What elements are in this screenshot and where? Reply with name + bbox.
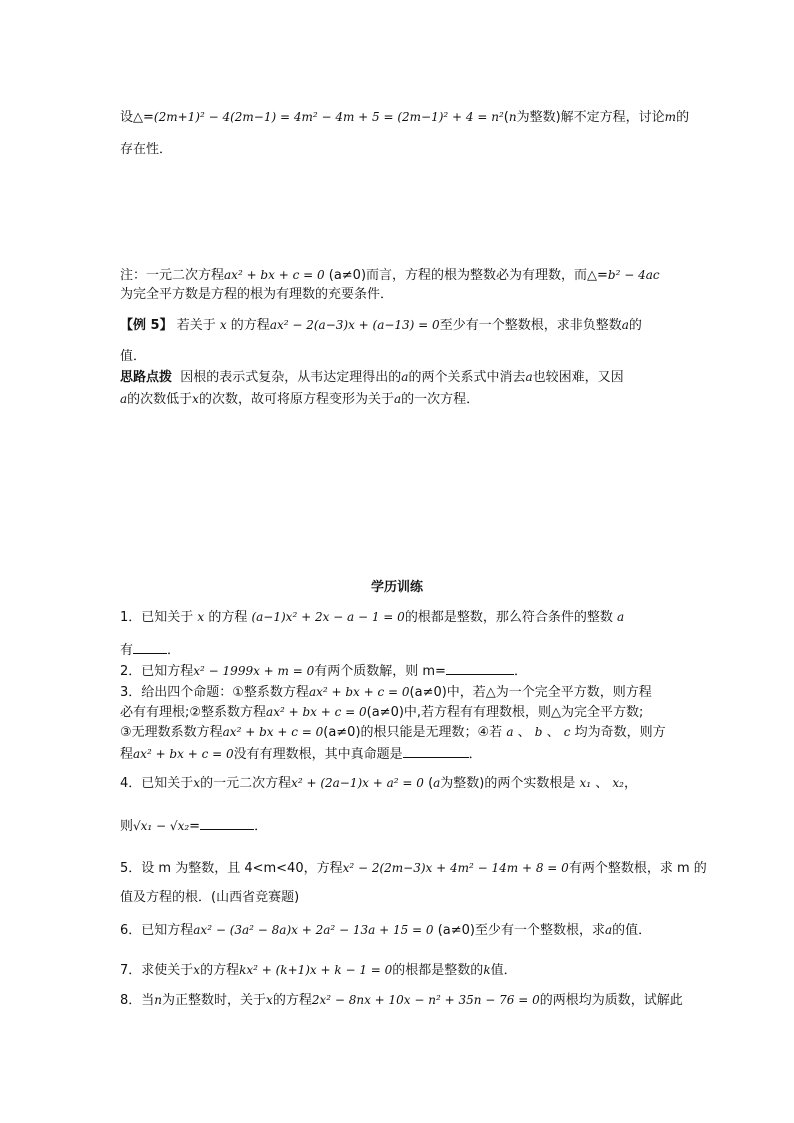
answer-blank[interactable]: [133, 639, 167, 654]
var: a: [621, 318, 629, 332]
var: x: [192, 392, 199, 406]
question-3-line-4: [120, 743, 680, 765]
math-expr: (2m+1)² − 4(2m−1) = 4m² − 4m + 5 = (2m−1)² + 4 = n²: [153, 110, 504, 124]
text: 均为奇数，则方: [574, 725, 666, 740]
math-expr: x² − 1999x + m = 0: [193, 664, 315, 678]
question-4-line-1: [120, 773, 680, 794]
question-5-line-1: [120, 858, 707, 879]
text: 的方程: [272, 993, 312, 1008]
text: 则: [120, 819, 134, 834]
text: 的方程: [230, 318, 270, 333]
note-line-2: [120, 285, 680, 305]
var: c: [563, 725, 571, 739]
text: 、: [595, 776, 609, 791]
text: 值．: [120, 349, 147, 364]
var: a: [401, 370, 409, 384]
text: 的两个关系式中消去: [408, 370, 526, 385]
hint-label: 思路点拨: [120, 370, 173, 385]
var: b: [534, 725, 543, 739]
text: 注：一元二次方程: [120, 268, 225, 283]
question-3-line-1: [120, 682, 680, 703]
var: a: [604, 923, 613, 937]
math-expr: ax² + bx + c = 0: [266, 705, 367, 719]
text: 必有有理根;②整系数方程: [120, 705, 267, 720]
var: m: [664, 110, 677, 124]
text: (: [428, 776, 434, 791]
text: 、: [546, 725, 560, 740]
question-3-line-3: [120, 722, 680, 743]
var: n: [154, 993, 163, 1007]
text: ．: [468, 747, 482, 762]
math-expr: 2x² − 8nx + 10x − n² + 35n − 76 = 0: [311, 993, 540, 1007]
text: 的根都是整数的: [392, 963, 484, 978]
text: 的值．: [612, 923, 652, 938]
var: x: [219, 318, 227, 332]
text: (a≠0)而言，方程的根为整数必为有理数，而△=: [328, 268, 608, 283]
text: ，: [623, 776, 637, 791]
text: ③无理数系数方程: [120, 725, 223, 740]
text: 的一元二次方程: [200, 776, 292, 791]
text: 因根的表示式复杂，从韦达定理得出的: [180, 370, 402, 385]
var: x: [193, 776, 201, 790]
text: 也较困难，又因: [532, 370, 624, 385]
discriminant-line: [120, 107, 690, 128]
math-expr: kx² + (k+1)x + k − 1 = 0: [239, 963, 393, 977]
var: x: [197, 610, 205, 624]
text: 1．已知关于: [120, 610, 194, 625]
var: x₂: [612, 776, 624, 790]
question-1-line-2: [120, 639, 680, 661]
text: 设△=: [120, 110, 154, 125]
question-3-line-2: [120, 702, 680, 723]
var: x₁: [579, 776, 592, 790]
answer-blank[interactable]: [403, 743, 469, 758]
text: 程: [120, 747, 134, 762]
text: =: [189, 819, 201, 834]
question-8: [120, 990, 683, 1011]
var: x: [266, 993, 273, 1007]
text: 值及方程的根．(山西省竞赛题): [120, 890, 300, 905]
question-6: [120, 920, 680, 941]
math-expr: b² − 4ac: [607, 268, 660, 282]
example-label: 【例 5】: [120, 318, 173, 333]
math-expr: x² + (2a−1)x + a² = 0: [291, 776, 424, 790]
math-expr: √x₁ − √x₂: [133, 819, 190, 833]
var: a: [616, 610, 625, 624]
text: 的: [628, 318, 642, 333]
text: 至少有一个整数根，求非负整数: [439, 318, 622, 333]
question-1-line-1: 1．已知关于 x 的方程 (a−1)x² + 2x − a − 1 = 0的根都是整数，那么符合条件的整数 a: [120, 610, 625, 625]
text: 值．: [490, 963, 517, 978]
var: a: [525, 370, 533, 384]
question-7: [120, 960, 680, 981]
text: 有: [120, 643, 134, 658]
text: 、: [517, 725, 531, 740]
text: 为完全平方数是方程的根为有理数的充要条件．: [120, 287, 394, 302]
var: a: [393, 392, 402, 406]
text: 的次数，故可将原方程变形为关于: [198, 392, 394, 407]
text: 6．已知方程: [120, 923, 194, 938]
answer-blank[interactable]: [200, 815, 254, 830]
text: 没有有理数根，其中真命题是: [233, 747, 403, 762]
math-expr: ax² + bx + c = 0: [308, 685, 410, 699]
text: 存在性．: [120, 142, 173, 157]
text: 有两个质数解，则 m=: [314, 664, 446, 679]
var: x: [193, 963, 201, 977]
hint-line-1: [120, 367, 680, 388]
text: 的方程: [200, 963, 240, 978]
example5-line-2: [120, 347, 680, 367]
question-5-line-2: [120, 888, 680, 908]
text: ．: [167, 643, 181, 658]
text: 8．当: [120, 993, 155, 1008]
question-2: [120, 660, 680, 682]
var: a: [433, 776, 441, 790]
text: 的次数低于: [127, 392, 193, 407]
text: (a≠0)中，若△为一个完全平方数，则方程: [409, 685, 652, 700]
text: (: [503, 110, 509, 125]
text: 若关于: [176, 318, 216, 333]
math-expr: ax² + bx + c = 0: [224, 268, 325, 282]
text: 2．已知方程: [120, 664, 194, 679]
math-expr: x² − 2(2m−3)x + 4m² − 14m + 8 = 0: [342, 861, 569, 875]
existence-line: [120, 140, 680, 160]
answer-blank[interactable]: [446, 660, 514, 675]
math-expr: (a−1)x² + 2x − a − 1 = 0: [251, 610, 405, 624]
text: 的两根均为质数，试解此: [539, 993, 683, 1008]
text: ．: [513, 664, 527, 679]
math-expr: ax² + bx + c = 0: [133, 747, 234, 761]
question-4-line-2: [120, 815, 680, 837]
var: k: [483, 963, 491, 977]
text: 3．给出四个命题：①整系数方程: [120, 685, 309, 700]
text: 有两个整数根，求 m 的: [568, 861, 707, 876]
text: 的根都是整数，那么符合条件的整数: [404, 610, 613, 625]
math-expr: ax² − (3a² − 8a)x + 2a² − 13a + 15 = 0: [193, 923, 434, 937]
text: 4．已知关于: [120, 776, 194, 791]
text: 的一次方程．: [401, 392, 480, 407]
note-line-1: [120, 265, 680, 286]
text: 5．设 m 为整数，且 4<m<40，方程: [120, 861, 343, 876]
text: (a≠0)的根只能是无理数；④若: [323, 725, 503, 740]
math-expr: ax² + bx + c = 0: [222, 725, 324, 739]
text: 的: [676, 110, 690, 125]
hint-line-2: [120, 389, 680, 410]
math-expr: ax² − 2(a−3)x + (a−13) = 0: [269, 318, 440, 332]
text: 为整数)的两个实数根是: [440, 776, 576, 791]
section-title: [0, 578, 794, 598]
var: a: [120, 392, 128, 406]
text: 为整数)解不定方程，讨论: [516, 110, 665, 125]
var: a: [506, 725, 514, 739]
title-text: 学历训练: [370, 580, 423, 595]
text: 7．求使关于: [120, 963, 194, 978]
example5-line-1: [120, 315, 680, 336]
text: (a≠0)中,若方程有有理数根，则△为完全平方数;: [366, 705, 644, 720]
text: 为正整数时，关于: [162, 993, 267, 1008]
text: ．: [254, 819, 268, 834]
text: (a≠0)至少有一个整数根，求: [437, 923, 605, 938]
var: n: [508, 110, 517, 124]
